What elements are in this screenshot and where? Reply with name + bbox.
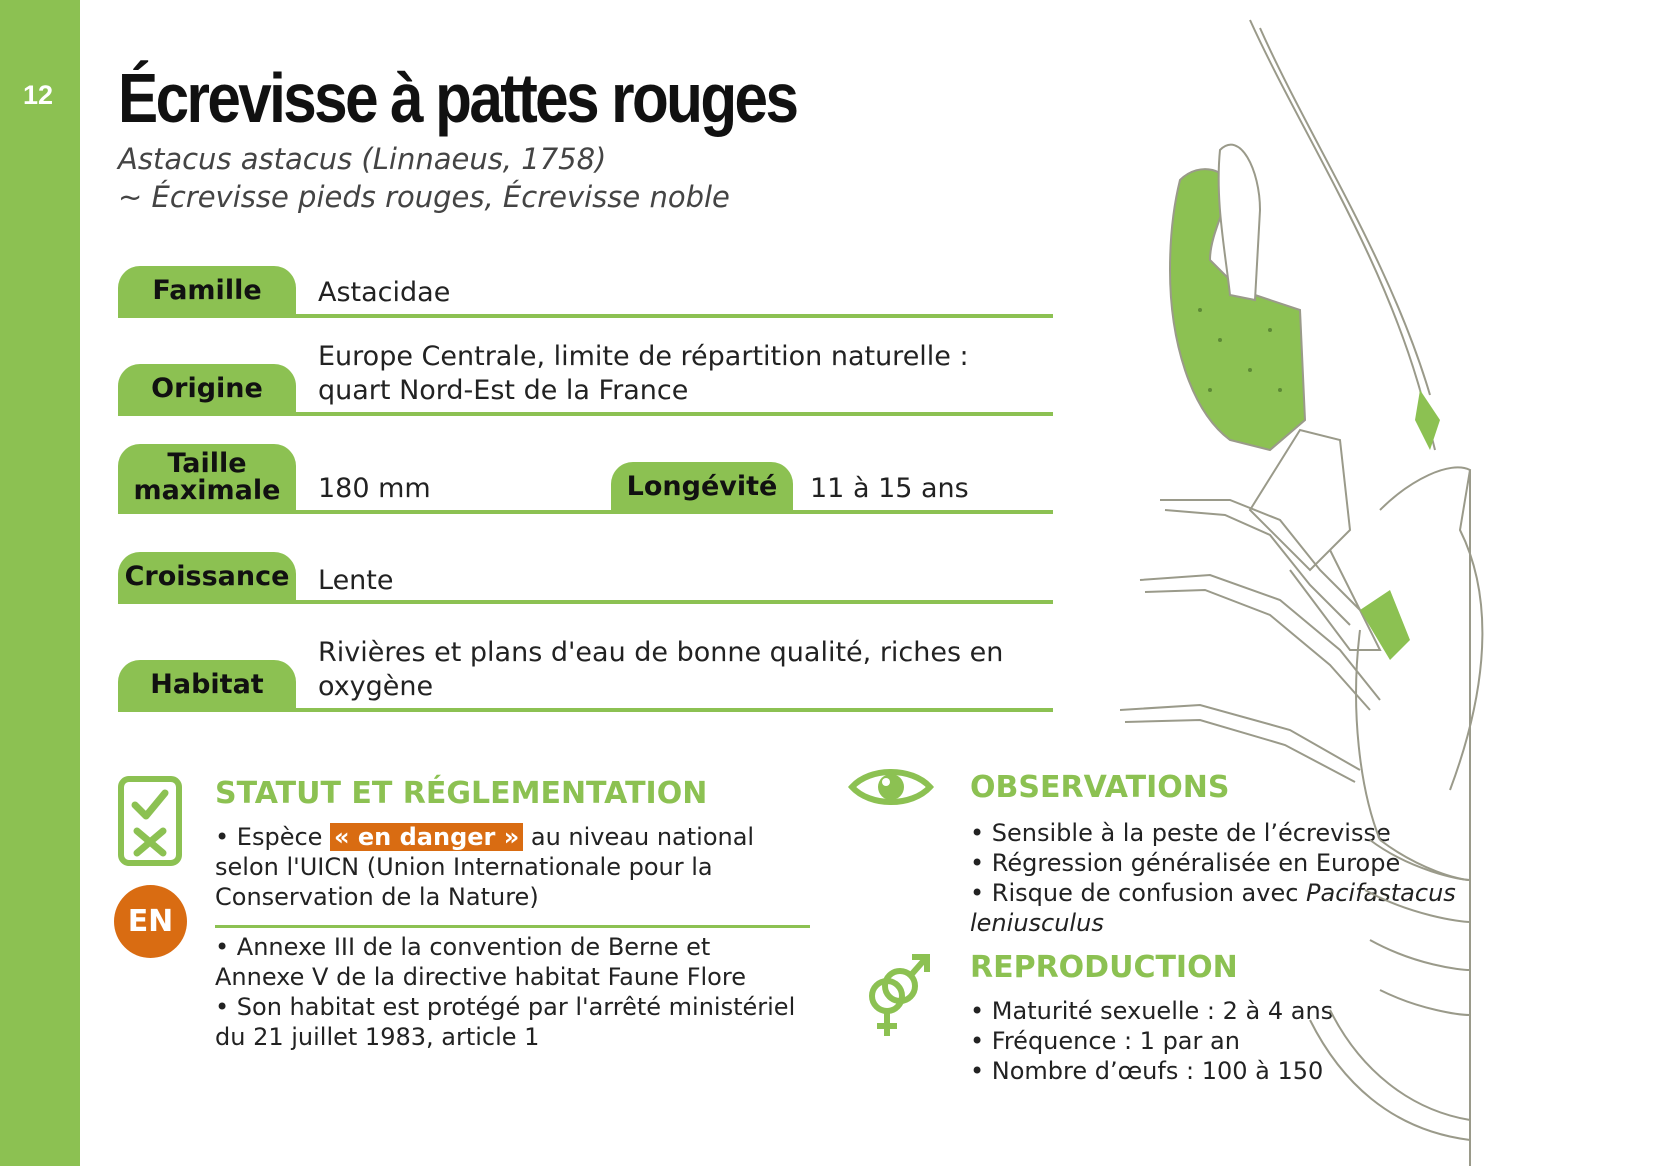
value-habitat-line2: oxygène xyxy=(318,671,434,702)
row-taille xyxy=(118,440,1053,514)
row-croissance xyxy=(118,554,1053,604)
observation-item: • Sensible à la peste de l’écrevisse xyxy=(970,819,1391,847)
page-title: Écrevisse à pattes rouges xyxy=(118,59,797,137)
section-title-observations: OBSERVATIONS xyxy=(970,770,1230,805)
statut-paragraph-2 xyxy=(215,932,825,1052)
statut-p3-line1: • Son habitat est protégé par l'arrêté ministériel xyxy=(215,993,796,1021)
sidebar-band xyxy=(0,0,80,1166)
status-highlight: « en danger » xyxy=(330,823,523,851)
row-famille xyxy=(118,268,1053,318)
gender-icon xyxy=(862,950,934,1042)
value-origine-line2: quart Nord-Est de la France xyxy=(318,375,689,406)
observation-species: Pacifastacus xyxy=(1306,879,1456,907)
statut-p1-line2: selon l'UICN (Union Internationale pour la xyxy=(215,853,713,881)
statut-divider xyxy=(215,925,810,928)
statut-paragraph-1 xyxy=(215,822,825,912)
statut-p2-line2: Annexe V de la directive habitat Faune Flore xyxy=(215,963,746,991)
reproduction-item: • Nombre d’œufs : 100 à 150 xyxy=(970,1057,1324,1085)
checklist-icon xyxy=(117,775,183,867)
reproduction-item: • Fréquence : 1 par an xyxy=(970,1027,1240,1055)
eye-icon xyxy=(848,765,934,809)
crayfish-illustration xyxy=(1120,10,1654,1166)
label-taille xyxy=(118,444,296,510)
value-famille: Astacidae xyxy=(318,277,451,308)
status-badge: EN xyxy=(114,885,187,958)
statut-p1-before: • Espèce xyxy=(215,823,331,851)
reproduction-item: • Maturité sexuelle : 2 à 4 ans xyxy=(970,997,1334,1025)
section-title-statut: STATUT ET RÉGLEMENTATION xyxy=(215,776,708,811)
label-croissance: Croissance xyxy=(118,552,296,600)
row-habitat xyxy=(118,636,1053,712)
observation-item: • Risque de confusion avec xyxy=(970,879,1307,907)
statut-p3-line2: du 21 juillet 1983, article 1 xyxy=(215,1023,540,1051)
label-longevite: Longévité xyxy=(611,462,793,510)
scientific-name: Astacus astacus (Linnaeus, 1758) xyxy=(118,142,607,176)
label-habitat: Habitat xyxy=(118,660,296,708)
statut-p2-line1: • Annexe III de la convention de Berne et xyxy=(215,933,711,961)
value-croissance: Lente xyxy=(318,565,394,596)
observation-item: • Régression généralisée en Europe xyxy=(970,849,1401,877)
observation-species-line2: leniusculus xyxy=(970,909,1104,937)
value-origine-line1: Europe Centrale, limite de répartition naturelle : xyxy=(318,341,969,372)
section-title-reproduction: REPRODUCTION xyxy=(970,950,1238,985)
label-taille-line2: maximale xyxy=(133,475,281,506)
common-names: ~ Écrevisse pieds rouges, Écrevisse noble xyxy=(118,180,730,214)
row-origine xyxy=(118,340,1053,416)
page-number: 12 xyxy=(22,80,54,110)
statut-p1-after: au niveau national xyxy=(523,823,755,851)
statut-p1-line3: Conservation de la Nature) xyxy=(215,883,539,911)
label-origine: Origine xyxy=(118,364,296,412)
value-habitat-line1: Rivières et plans d'eau de bonne qualité, riches en xyxy=(318,637,1004,668)
label-famille: Famille xyxy=(118,266,296,314)
value-taille: 180 mm xyxy=(318,473,431,504)
label-taille-line1: Taille xyxy=(167,448,247,479)
value-longevite: 11 à 15 ans xyxy=(810,473,969,504)
